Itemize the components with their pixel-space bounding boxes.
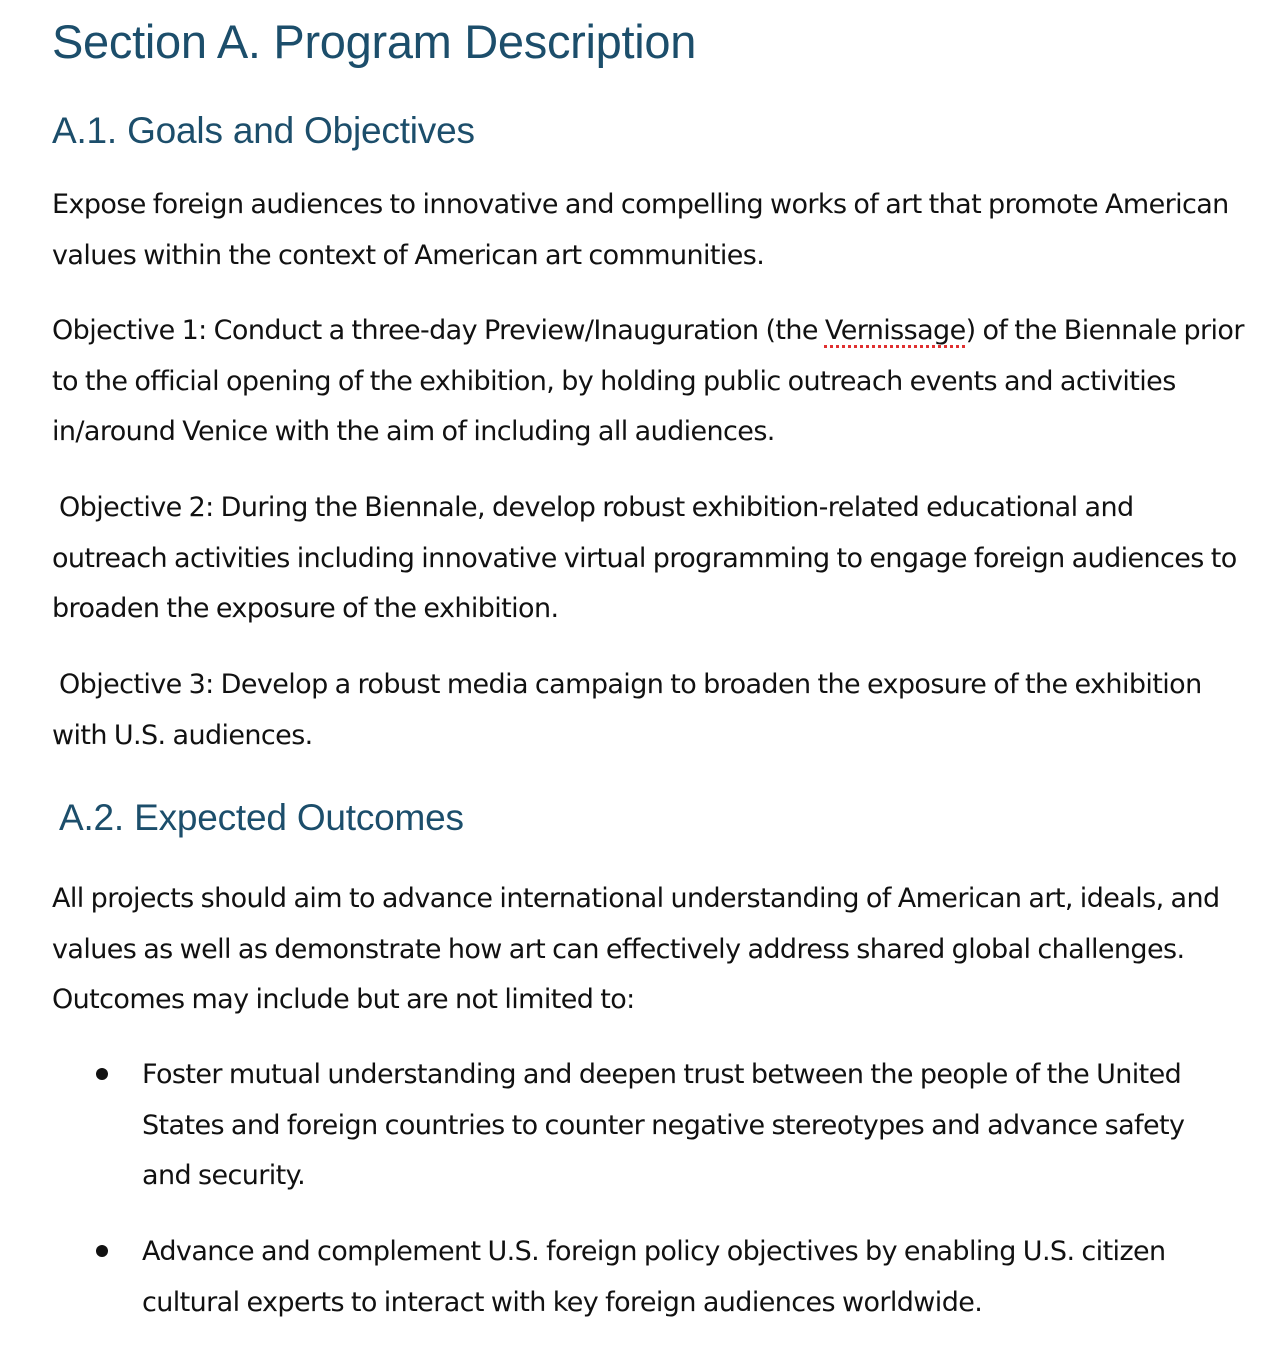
list-item-text: Advance and complement U.S. foreign policy objectives by enabling U.S. citizen cultural experts to interact with key foreign audiences worldwide. [142,1236,1166,1318]
objective-1-text-end: ) of the Biennale prior to the official opening of the exhibition, by holding public outreach events and activities in/around Venice with the aim of including all audiences. [52,315,1244,447]
spellcheck-flagged-word[interactable]: Vernissage [824,315,966,346]
a1-heading: A.1. Goals and Objectives [52,110,475,151]
objective-1-paragraph [52,306,1252,458]
outcomes-intro-paragraph: All projects should aim to advance international understanding of American art, ideals, and values as well as demonstrate how art can effectively address shared global challenges. Outcomes may include but are not limited to: [52,883,1220,1015]
objective-2-paragraph: Objective 2: During the Biennale, develop robust exhibition-related educational and outreach activities including innovative virtual programming to engage foreign audiences to broaden the exposure of the exhibition. [52,492,1237,624]
list-item-text: Foster mutual understanding and deepen trust between the people of the United States and foreign countries to counter negative stereotypes and advance safety and security. [142,1059,1185,1191]
objective-3-paragraph: Objective 3: Develop a robust media campaign to broaden the exposure of the exhibition with U.S. audiences. [52,669,1202,751]
bullet-icon [96,1245,108,1257]
objective-1-text-start: Objective 1: Conduct a three-day Preview/Inauguration (the [52,315,825,346]
bullet-icon [96,1068,108,1080]
goal-paragraph: Expose foreign audiences to innovative and compelling works of art that promote American values within the context of American art communities. [52,189,1229,271]
section-title: Section A. Program Description [52,15,697,68]
a2-heading: A.2. Expected Outcomes [59,797,464,838]
